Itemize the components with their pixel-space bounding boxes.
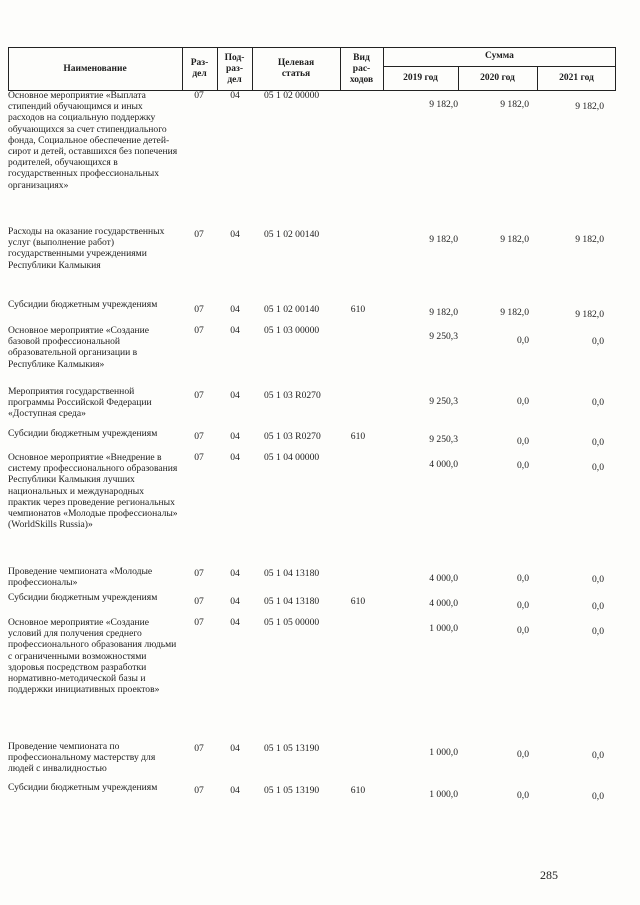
row-vid: 610 xyxy=(350,785,366,796)
row-sum-2021: 0,0 xyxy=(592,750,604,761)
row-podrazdel: 04 xyxy=(230,785,240,796)
row-razdel: 07 xyxy=(194,743,204,754)
row-sum-2020: 0,0 xyxy=(517,573,529,584)
row-razdel: 07 xyxy=(194,596,204,607)
row-razdel: 07 xyxy=(194,785,204,796)
row-celevaya: 05 1 03 R0270 xyxy=(264,431,321,442)
row-celevaya: 05 1 04 13180 xyxy=(264,596,320,607)
row-podrazdel: 04 xyxy=(230,743,240,754)
header-year-2020: 2020 год xyxy=(480,73,515,83)
row-podrazdel: 04 xyxy=(230,431,240,442)
row-sum-2020: 0,0 xyxy=(517,790,529,801)
row-name: Проведение чемпионата по профессиональному мастерству для людей с инвалидностью xyxy=(8,741,156,775)
header-summa: Сумма xyxy=(485,51,514,61)
row-sum-2020: 0,0 xyxy=(517,436,529,447)
row-name: Субсидии бюджетным учреждениям xyxy=(8,592,158,603)
row-podrazdel: 04 xyxy=(230,325,240,336)
row-name: Субсидии бюджетным учреждениям xyxy=(8,782,158,793)
row-celevaya: 05 1 03 00000 xyxy=(264,325,320,336)
row-vid: 610 xyxy=(350,304,366,315)
row-celevaya: 05 1 02 00140 xyxy=(264,229,320,240)
row-razdel: 07 xyxy=(194,431,204,442)
row-sum-2019: 4 000,0 xyxy=(429,573,458,584)
row-sum-2020: 0,0 xyxy=(517,600,529,611)
row-razdel: 07 xyxy=(194,90,204,101)
row-celevaya: 05 1 05 00000 xyxy=(264,617,320,628)
row-podrazdel: 04 xyxy=(230,390,240,401)
row-vid: 610 xyxy=(350,431,366,442)
row-razdel: 07 xyxy=(194,617,204,628)
page-number: 285 xyxy=(540,868,558,882)
row-razdel: 07 xyxy=(194,568,204,579)
row-celevaya: 05 1 04 00000 xyxy=(264,452,320,463)
row-podrazdel: 04 xyxy=(230,229,240,240)
header-podrazdel: Под- раз- дел xyxy=(224,52,245,85)
row-sum-2019: 1 000,0 xyxy=(429,789,458,800)
header-razdel: Раз- дел xyxy=(190,58,209,79)
row-sum-2021: 0,0 xyxy=(592,791,604,802)
row-sum-2021: 0,0 xyxy=(592,336,604,347)
row-name: Субсидии бюджетным учреждениям xyxy=(8,428,158,439)
row-name: Основное мероприятие «Выплата стипендий обучающимся и иных расходов на социальную поддержку обучающихся за счет стипендиального фонда, Социальное обеспечение детей-сирот и детей, оставшихся без попечения родителей, обучающихся в государственных профессиональных организациях» xyxy=(8,90,178,191)
header-name: Наименование xyxy=(63,63,127,74)
row-name: Основное мероприятие «Создание базовой профессиональной образовательной организации в Республике Калмыкия» xyxy=(8,325,150,370)
row-podrazdel: 04 xyxy=(230,90,240,101)
row-sum-2019: 4 000,0 xyxy=(429,459,458,470)
row-sum-2019: 4 000,0 xyxy=(429,598,458,609)
row-sum-2019: 1 000,0 xyxy=(429,623,458,634)
row-celevaya: 05 1 04 13180 xyxy=(264,568,320,579)
header-vid-rashodov: Вид рас- ходов xyxy=(349,52,374,85)
row-name: Расходы на оказание государственных услуг (выполнение работ) государственными учреждениями Республики Калмыкия xyxy=(8,226,165,271)
row-sum-2019: 9 250,3 xyxy=(429,396,458,407)
row-sum-2021: 0,0 xyxy=(592,601,604,612)
row-sum-2020: 9 182,0 xyxy=(500,234,529,245)
header-celevaya-statya: Целевая статья xyxy=(277,58,315,79)
row-sum-2020: 9 182,0 xyxy=(500,99,529,110)
row-podrazdel: 04 xyxy=(230,568,240,579)
row-vid: 610 xyxy=(350,596,366,607)
row-razdel: 07 xyxy=(194,390,204,401)
row-sum-2019: 1 000,0 xyxy=(429,747,458,758)
row-celevaya: 05 1 05 13190 xyxy=(264,743,320,754)
header-year-2021: 2021 год xyxy=(559,73,594,83)
row-sum-2019: 9 182,0 xyxy=(429,307,458,318)
row-celevaya: 05 1 02 00000 xyxy=(264,90,320,101)
row-podrazdel: 04 xyxy=(230,452,240,463)
row-podrazdel: 04 xyxy=(230,304,240,315)
header-year-2019: 2019 год xyxy=(403,73,438,83)
row-sum-2021: 9 182,0 xyxy=(575,101,604,112)
row-sum-2019: 9 250,3 xyxy=(429,331,458,342)
row-sum-2021: 9 182,0 xyxy=(575,309,604,320)
row-sum-2021: 0,0 xyxy=(592,397,604,408)
row-razdel: 07 xyxy=(194,452,204,463)
row-celevaya: 05 1 05 13190 xyxy=(264,785,320,796)
row-sum-2020: 0,0 xyxy=(517,625,529,636)
row-razdel: 07 xyxy=(194,229,204,240)
row-name: Проведение чемпионата «Молодые профессионалы» xyxy=(8,566,153,589)
row-sum-2021: 0,0 xyxy=(592,574,604,585)
row-sum-2019: 9 182,0 xyxy=(429,99,458,110)
row-sum-2020: 0,0 xyxy=(517,749,529,760)
row-celevaya: 05 1 03 R0270 xyxy=(264,390,321,401)
row-sum-2020: 0,0 xyxy=(517,335,529,346)
row-razdel: 07 xyxy=(194,325,204,336)
row-sum-2020: 9 182,0 xyxy=(500,307,529,318)
row-name: Субсидии бюджетным учреждениям xyxy=(8,299,158,310)
row-sum-2021: 9 182,0 xyxy=(575,234,604,245)
row-name: Мероприятия государственной программы Российской Федерации «Доступная среда» xyxy=(8,386,152,420)
row-sum-2020: 0,0 xyxy=(517,460,529,471)
row-sum-2019: 9 182,0 xyxy=(429,234,458,245)
row-podrazdel: 04 xyxy=(230,617,240,628)
row-sum-2020: 0,0 xyxy=(517,396,529,407)
row-name: Основное мероприятие «Внедрение в систему профессионального образования Республики Калмыкия лучших национальных и международных практик через проведение региональных чемпионатов «Молодые профессионалы» (WorldSkills Russia)» xyxy=(8,452,178,531)
row-podrazdel: 04 xyxy=(230,596,240,607)
row-sum-2021: 0,0 xyxy=(592,626,604,637)
row-razdel: 07 xyxy=(194,304,204,315)
row-sum-2021: 0,0 xyxy=(592,462,604,473)
row-sum-2021: 0,0 xyxy=(592,437,604,448)
row-celevaya: 05 1 02 00140 xyxy=(264,304,320,315)
row-name: Основное мероприятие «Создание условий для получения среднего профессионального образования людьми с ограниченными возможностями здоровья посредством разработки нормативно-методической базы и поддержки инициативных проектов» xyxy=(8,617,177,696)
row-sum-2019: 9 250,3 xyxy=(429,434,458,445)
